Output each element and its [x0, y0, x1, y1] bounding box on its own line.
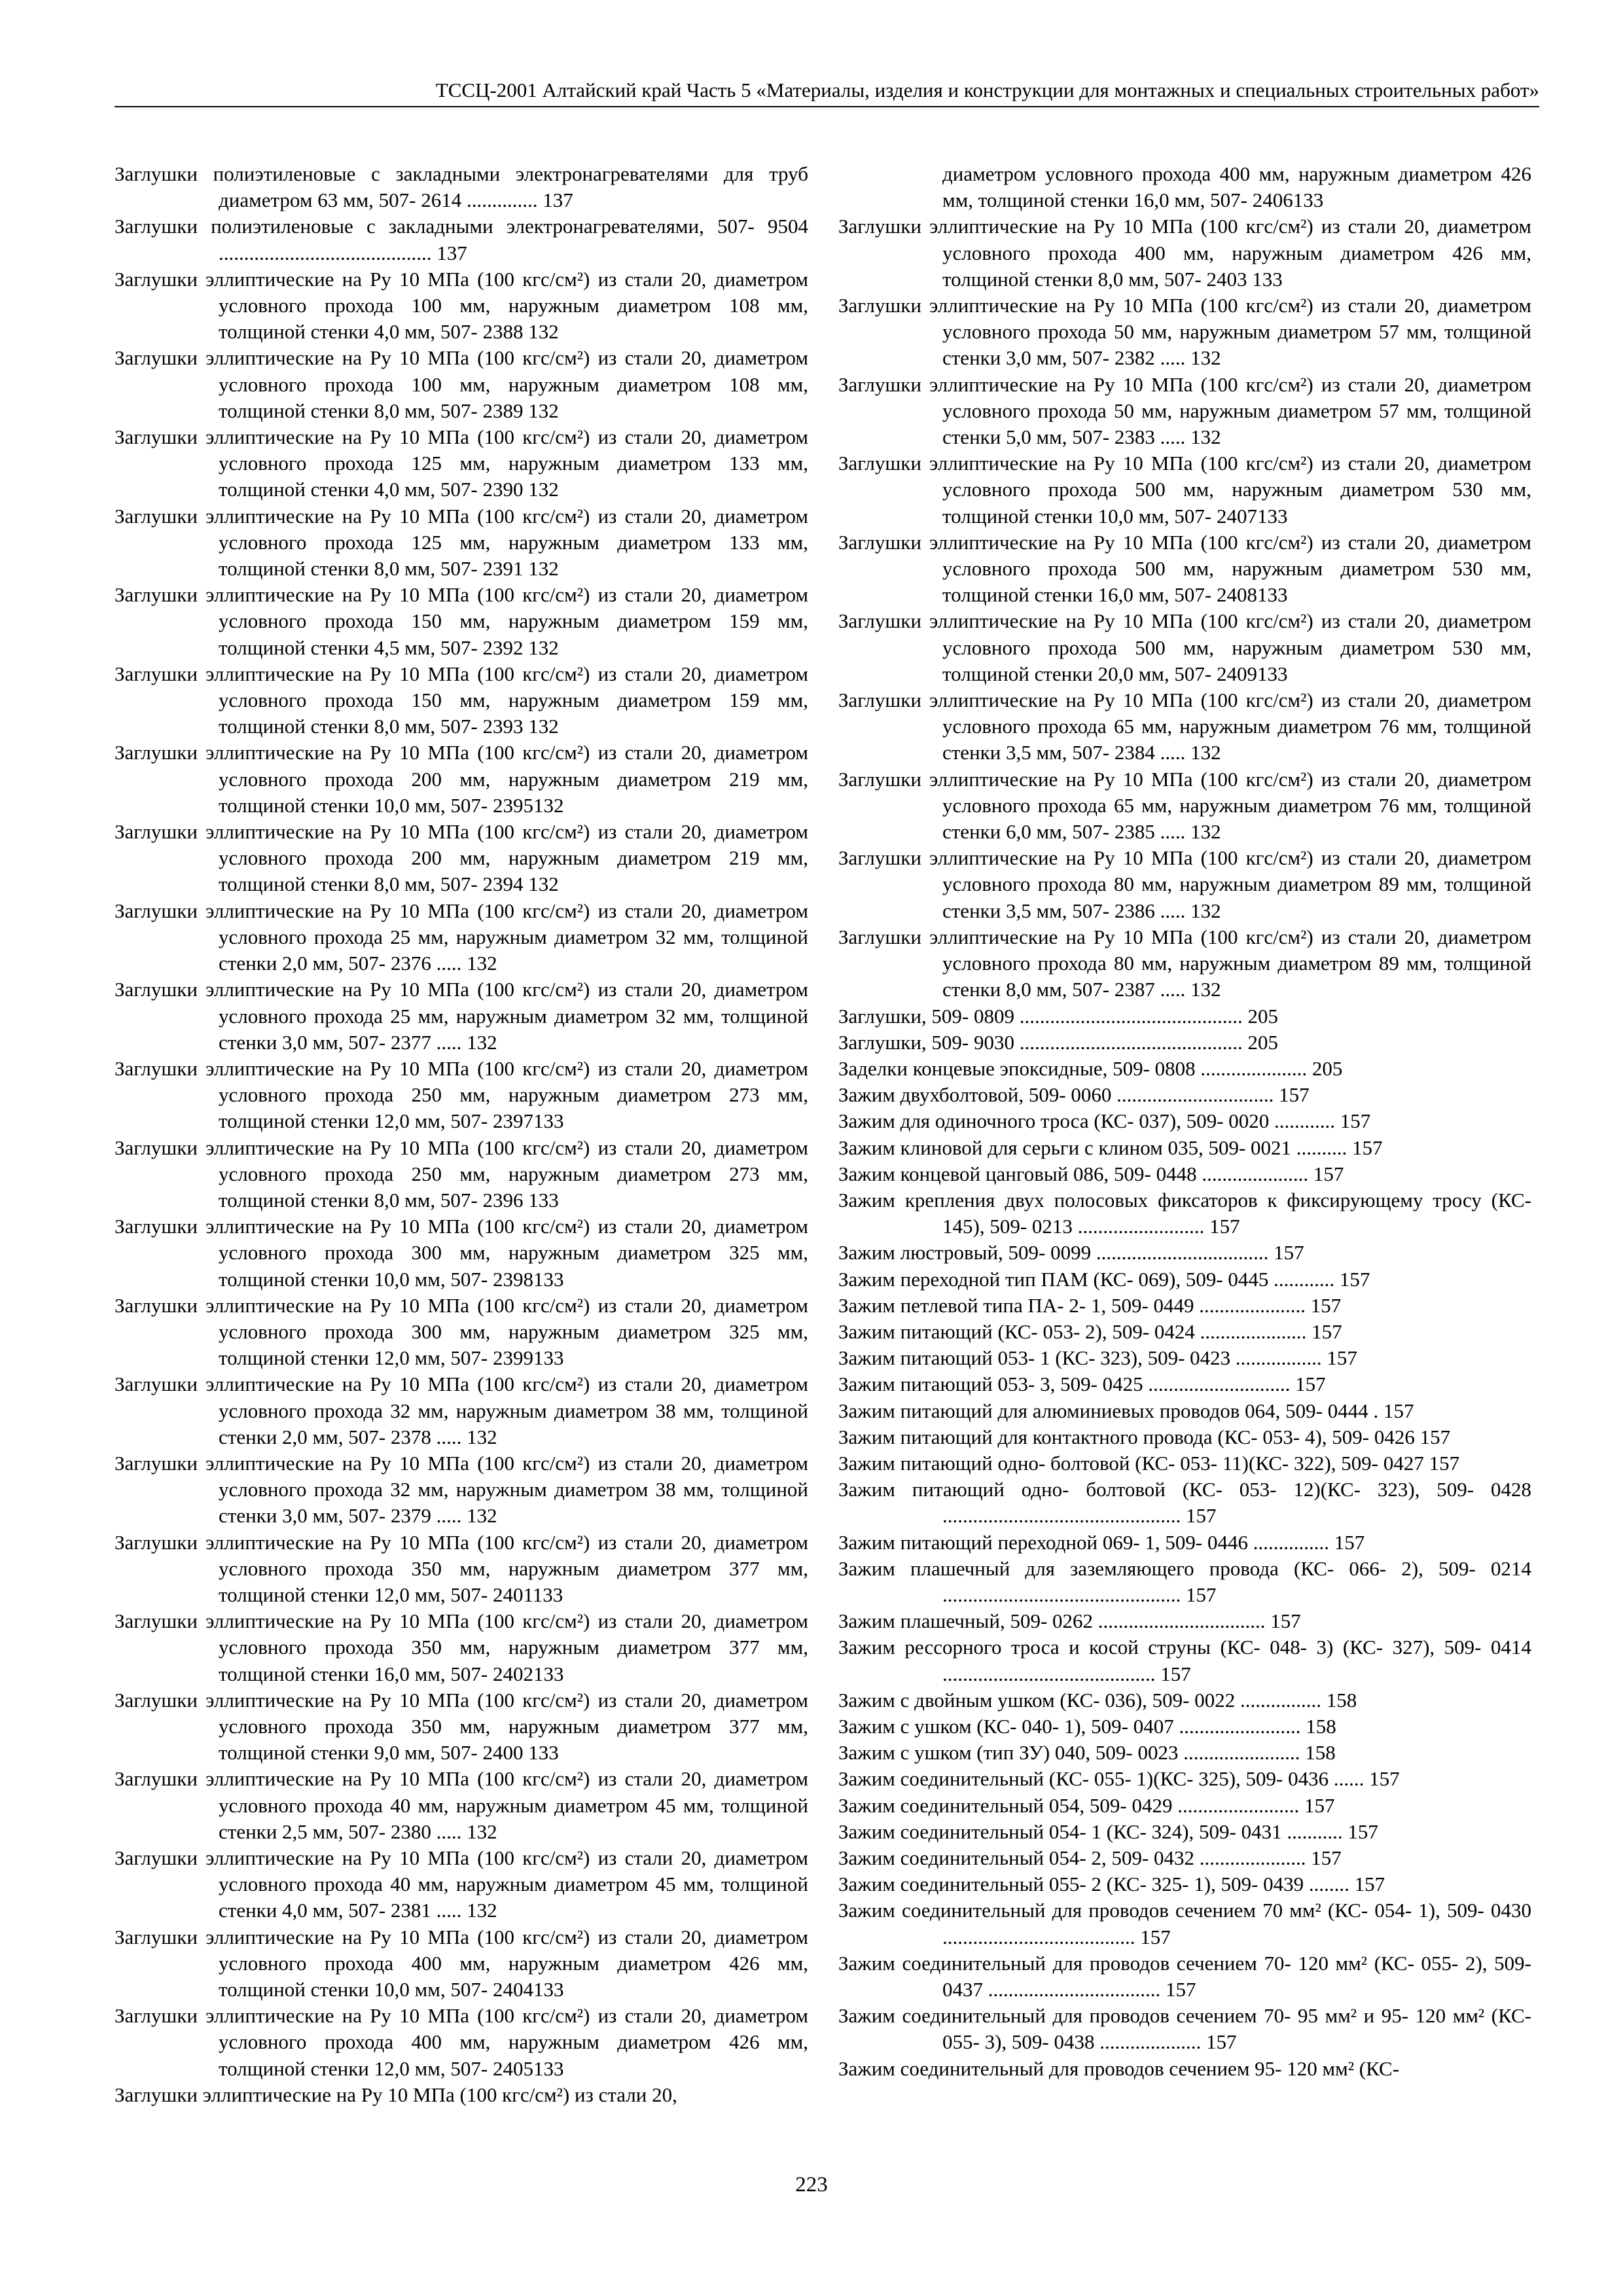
index-entry: Заглушки эллиптические на Ру 10 МПа (100 кгс/см²) из стали 20, диаметром условного прохода 300 мм, наружным диаметром 325 мм, толщиной стенки 10,0 мм, 507- 2398133	[115, 1215, 808, 1291]
index-entry: Зажим концевой цанговый 086, 509- 0448 ..................... 157	[838, 1162, 1344, 1185]
index-entry: Зажим питающий 053- 3, 509- 0425 ............................ 157	[838, 1372, 1326, 1396]
index-entry: Заглушки эллиптические на Ру 10 МПа (100 кгс/см²) из стали 20, диаметром условного прохода 350 мм, наружным диаметром 377 мм, толщиной стенки 12,0 мм, 507- 2401133	[115, 1530, 808, 1606]
index-entry: Заглушки эллиптические на Ру 10 МПа (100 кгс/см²) из стали 20, диаметром условного прохода 350 мм, наружным диаметром 377 мм, толщиной стенки 16,0 мм, 507- 2402133	[115, 1609, 808, 1685]
index-entry: Зажим крепления двух полосовых фиксаторов к фиксирующему тросу (КС- 145), 509- 0213 ......................... 157	[838, 1188, 1531, 1238]
index-entry: Заглушки эллиптические на Ру 10 МПа (100 кгс/см²) из стали 20, диаметром условного прохода 32 мм, наружным диаметром 38 мм, толщиной стенки 3,0 мм, 507- 2379 ..... 132	[115, 1451, 808, 1528]
index-entry: Зажим двухболтовой, 509- 0060 ............................... 157	[838, 1083, 1310, 1107]
index-entry: Зажим соединительный 054- 1 (КС- 324), 509- 0431 ........... 157	[838, 1820, 1378, 1843]
index-entry: Заглушки, 509- 0809 ............................................ 205	[838, 1004, 1278, 1028]
index-entry: Заглушки полиэтиленовые с закладными электронагревателями, 507- 9504 .......................................... 137	[115, 215, 808, 264]
index-entry: Зажим клиновой для серьги с клином 035, 509- 0021 .......... 157	[838, 1136, 1383, 1159]
index-entry: Зажим плашечный, 509- 0262 ................................. 157	[838, 1609, 1301, 1633]
index-entry: Заглушки эллиптические на Ру 10 МПа (100 кгс/см²) из стали 20, диаметром условного прохода 100 мм, наружным диаметром 108 мм, толщиной стенки 4,0 мм, 507- 2388 132	[115, 267, 808, 344]
index-entry: Заглушки эллиптические на Ру 10 МПа (100 кгс/см²) из стали 20, диаметром условного прохода 50 мм, наружным диаметром 57 мм, толщиной стенки 3,0 мм, 507- 2382 ..... 132	[838, 294, 1531, 370]
index-entry: Заглушки эллиптические на Ру 10 МПа (100 кгс/см²) из стали 20, диаметром условного прохода 125 мм, наружным диаметром 133 мм, толщиной стенки 4,0 мм, 507- 2390 132	[115, 425, 808, 501]
index-entry: Заглушки эллиптические на Ру 10 МПа (100 кгс/см²) из стали 20, диаметром условного прохода 250 мм, наружным диаметром 273 мм, толщиной стенки 8,0 мм, 507- 2396 133	[115, 1136, 808, 1211]
index-entry: Зажим плашечный для заземляющего провода (КС- 066- 2), 509- 0214 ............................................... 157	[838, 1556, 1531, 1606]
index-entry: Заглушки эллиптические на Ру 10 МПа (100 кгс/см²) из стали 20, диаметром условного прохода 65 мм, наружным диаметром 76 мм, толщиной стенки 3,5 мм, 507- 2384 ..... 132	[838, 689, 1531, 764]
index-entry: Заглушки эллиптические на Ру 10 МПа (100 кгс/см²) из стали 20, диаметром условного прохода 250 мм, наружным диаметром 273 мм, толщиной стенки 12,0 мм, 507- 2397133	[115, 1056, 808, 1133]
index-entry: Заглушки полиэтиленовые с закладными электронагревателями для труб диаметром 63 мм, 507- 2614 .............. 137	[115, 162, 808, 212]
index-entry: Зажим соединительный для проводов сечением 95- 120 мм² (КС-	[838, 2056, 1400, 2080]
index-entry: Зажим для одиночного троса (КС- 037), 509- 0020 ............ 157	[838, 1109, 1371, 1133]
index-column-right	[838, 161, 1531, 2082]
index-entry: Зажим питающий переходной 069- 1, 509- 0446 ............... 157	[838, 1530, 1365, 1554]
index-entry: Зажим питающий 053- 1 (КС- 323), 509- 0423 ................. 157	[838, 1346, 1357, 1370]
index-entry: Заглушки эллиптические на Ру 10 МПа (100 кгс/см²) из стали 20, диаметром условного прохода 50 мм, наружным диаметром 57 мм, толщиной стенки 5,0 мм, 507- 2383 ..... 132	[838, 372, 1531, 449]
index-entry: Заглушки эллиптические на Ру 10 МПа (100 кгс/см²) из стали 20, диаметром условного прохода 125 мм, наружным диаметром 133 мм, толщиной стенки 8,0 мм, 507- 2391 132	[115, 504, 808, 581]
index-entry: Зажим петлевой типа ПА- 2- 1, 509- 0449 ..................... 157	[838, 1293, 1342, 1317]
page-header: ТССЦ-2001 Алтайский край Часть 5 «Материалы, изделия и конструкции для монтажных и специальных строительных работ»	[115, 77, 1539, 107]
index-entry: Заглушки эллиптические на Ру 10 МПа (100 кгс/см²) из стали 20, диаметром условного прохода 400 мм, наружным диаметром 426 мм, толщиной стенки 12,0 мм, 507- 2405133	[115, 2004, 808, 2080]
index-entry: Зажим питающий одно- болтовой (КС- 053- 11)(КС- 322), 509- 0427 157	[838, 1451, 1460, 1475]
index-entry: Зажим соединительный для проводов сечением 70- 95 мм² и 95- 120 мм² (КС- 055- 3), 509- 0438 .................... 157	[838, 2004, 1531, 2054]
index-entry: Заглушки эллиптические на Ру 10 МПа (100 кгс/см²) из стали 20, диаметром условного прохода 500 мм, наружным диаметром 530 мм, толщиной стенки 10,0 мм, 507- 2407133	[838, 452, 1531, 528]
index-entry: Заглушки эллиптические на Ру 10 МПа (100 кгс/см²) из стали 20, диаметром условного прохода 150 мм, наружным диаметром 159 мм, толщиной стенки 8,0 мм, 507- 2393 132	[115, 662, 808, 738]
index-entry: Зажим соединительный (КС- 055- 1)(КС- 325), 509- 0436 ...... 157	[838, 1767, 1400, 1791]
index-entry: Зажим соединительный для проводов сечением 70 мм² (КС- 054- 1), 509- 0430 ...................................... 157	[838, 1899, 1531, 1948]
index-entry: Зажим рессорного троса и косой струны (КС- 048- 3) (КС- 327), 509- 0414 .......................................... 157	[838, 1636, 1531, 1685]
index-column-left	[115, 161, 808, 2108]
index-entry: Заглушки эллиптические на Ру 10 МПа (100 кгс/см²) из стали 20, диаметром условного прохода 500 мм, наружным диаметром 530 мм, толщиной стенки 20,0 мм, 507- 2409133	[838, 609, 1531, 685]
page-number: 223	[795, 2173, 828, 2197]
index-entry: Заглушки эллиптические на Ру 10 МПа (100 кгс/см²) из стали 20, диаметром условного прохода 400 мм, наружным диаметром 426 мм, толщиной стенки 8,0 мм, 507- 2403 133	[838, 215, 1531, 291]
index-entry: Заглушки эллиптические на Ру 10 МПа (100 кгс/см²) из стали 20, диаметром условного прохода 40 мм, наружным диаметром 45 мм, толщиной стенки 2,5 мм, 507- 2380 ..... 132	[115, 1767, 808, 1843]
index-entry: Заглушки эллиптические на Ру 10 МПа (100 кгс/см²) из стали 20, диаметром условного прохода 32 мм, наружным диаметром 38 мм, толщиной стенки 2,0 мм, 507- 2378 ..... 132	[115, 1372, 808, 1448]
index-entry: Заглушки эллиптические на Ру 10 МПа (100 кгс/см²) из стали 20, диаметром условного прохода 25 мм, наружным диаметром 32 мм, толщиной стенки 2,0 мм, 507- 2376 ..... 132	[115, 899, 808, 975]
index-entry: Зажим с двойным ушком (КС- 036), 509- 0022 ................ 158	[838, 1688, 1357, 1712]
index-entry: Заглушки эллиптические на Ру 10 МПа (100 кгс/см²) из стали 20, диаметром условного прохода 400 мм, наружным диаметром 426 мм, толщиной стенки 10,0 мм, 507- 2404133	[115, 1925, 808, 2001]
index-entry: Заглушки эллиптические на Ру 10 МПа (100 кгс/см²) из стали 20, диаметром условного прохода 300 мм, наружным диаметром 325 мм, толщиной стенки 12,0 мм, 507- 2399133	[115, 1293, 808, 1370]
index-entry: Зажим питающий (КС- 053- 2), 509- 0424 ..................... 157	[838, 1319, 1342, 1343]
index-entry: Заглушки, 509- 9030 ............................................ 205	[838, 1030, 1278, 1054]
index-entry: Заглушки эллиптические на Ру 10 МПа (100 кгс/см²) из стали 20, диаметром условного прохода 200 мм, наружным диаметром 219 мм, толщиной стенки 8,0 мм, 507- 2394 132	[115, 820, 808, 896]
index-entry: Заглушки эллиптические на Ру 10 МПа (100 кгс/см²) из стали 20, диаметром условного прохода 65 мм, наружным диаметром 76 мм, толщиной стенки 6,0 мм, 507- 2385 ..... 132	[838, 767, 1531, 844]
index-entry: Заглушки эллиптические на Ру 10 МПа (100 кгс/см²) из стали 20, диаметром условного прохода 200 мм, наружным диаметром 219 мм, толщиной стенки 10,0 мм, 507- 2395132	[115, 741, 808, 817]
index-entry: Зажим питающий одно- болтовой (КС- 053- 12)(КС- 323), 509- 0428 ............................................... 157	[838, 1478, 1531, 1528]
index-entry: Зажим с ушком (КС- 040- 1), 509- 0407 ........................ 158	[838, 1714, 1336, 1738]
index-entry: Зажим люстровый, 509- 0099 .................................. 157	[838, 1241, 1304, 1265]
index-entry: Зажим соединительный 055- 2 (КС- 325- 1), 509- 0439 ........ 157	[838, 1873, 1385, 1896]
index-entry: Заглушки эллиптические на Ру 10 МПа (100 кгс/см²) из стали 20, диаметром условного прохода 350 мм, наружным диаметром 377 мм, толщиной стенки 9,0 мм, 507- 2400 133	[115, 1688, 808, 1765]
index-entry: Зажим питающий для контактного провода (КС- 053- 4), 509- 0426 157	[838, 1425, 1451, 1448]
index-entry: Зажим с ушком (тип ЗУ) 040, 509- 0023 ....................... 158	[838, 1741, 1336, 1765]
index-entry: Заглушки эллиптические на Ру 10 МПа (100 кгс/см²) из стали 20, диаметром условного прохода 80 мм, наружным диаметром 89 мм, толщиной стенки 3,5 мм, 507- 2386 ..... 132	[838, 846, 1531, 922]
index-entry: Зажим переходной тип ПАМ (КС- 069), 509- 0445 ............ 157	[838, 1267, 1370, 1291]
index-entry: Заглушки эллиптические на Ру 10 МПа (100 кгс/см²) из стали 20, диаметром условного прохода 80 мм, наружным диаметром 89 мм, толщиной стенки 8,0 мм, 507- 2387 ..... 132	[838, 925, 1531, 1001]
index-entry: Зажим соединительный для проводов сечением 70- 120 мм² (КС- 055- 2), 509- 0437 .................................. 157	[838, 1951, 1531, 2001]
index-entry: Заглушки эллиптические на Ру 10 МПа (100 кгс/см²) из стали 20, диаметром условного прохода 100 мм, наружным диаметром 108 мм, толщиной стенки 8,0 мм, 507- 2389 132	[115, 346, 808, 422]
index-entry-continuation: диаметром условного прохода 400 мм, наружным диаметром 426 мм, толщиной стенки 16,0 мм, 507- 2406133	[942, 162, 1531, 212]
index-entry: Зажим питающий для алюминиевых проводов 064, 509- 0444 . 157	[838, 1399, 1414, 1422]
index-entry: Зажим соединительный 054- 2, 509- 0432 ..................... 157	[838, 1846, 1342, 1869]
index-entry: Заглушки эллиптические на Ру 10 МПа (100 кгс/см²) из стали 20, диаметром условного прохода 500 мм, наружным диаметром 530 мм, толщиной стенки 16,0 мм, 507- 2408133	[838, 530, 1531, 607]
index-entry: Заглушки эллиптические на Ру 10 МПа (100 кгс/см²) из стали 20, диаметром условного прохода 25 мм, наружным диаметром 32 мм, толщиной стенки 3,0 мм, 507- 2377 ..... 132	[115, 978, 808, 1054]
index-entry: Зажим соединительный 054, 509- 0429 ........................ 157	[838, 1793, 1335, 1817]
index-entry: Заглушки эллиптические на Ру 10 МПа (100 кгс/см²) из стали 20,	[115, 2083, 677, 2106]
index-entry: Заделки концевые эпоксидные, 509- 0808 ..................... 205	[838, 1056, 1343, 1080]
index-entry: Заглушки эллиптические на Ру 10 МПа (100 кгс/см²) из стали 20, диаметром условного прохода 150 мм, наружным диаметром 159 мм, толщиной стенки 4,5 мм, 507- 2392 132	[115, 583, 808, 659]
index-entry: Заглушки эллиптические на Ру 10 МПа (100 кгс/см²) из стали 20, диаметром условного прохода 40 мм, наружным диаметром 45 мм, толщиной стенки 4,0 мм, 507- 2381 ..... 132	[115, 1846, 808, 1922]
